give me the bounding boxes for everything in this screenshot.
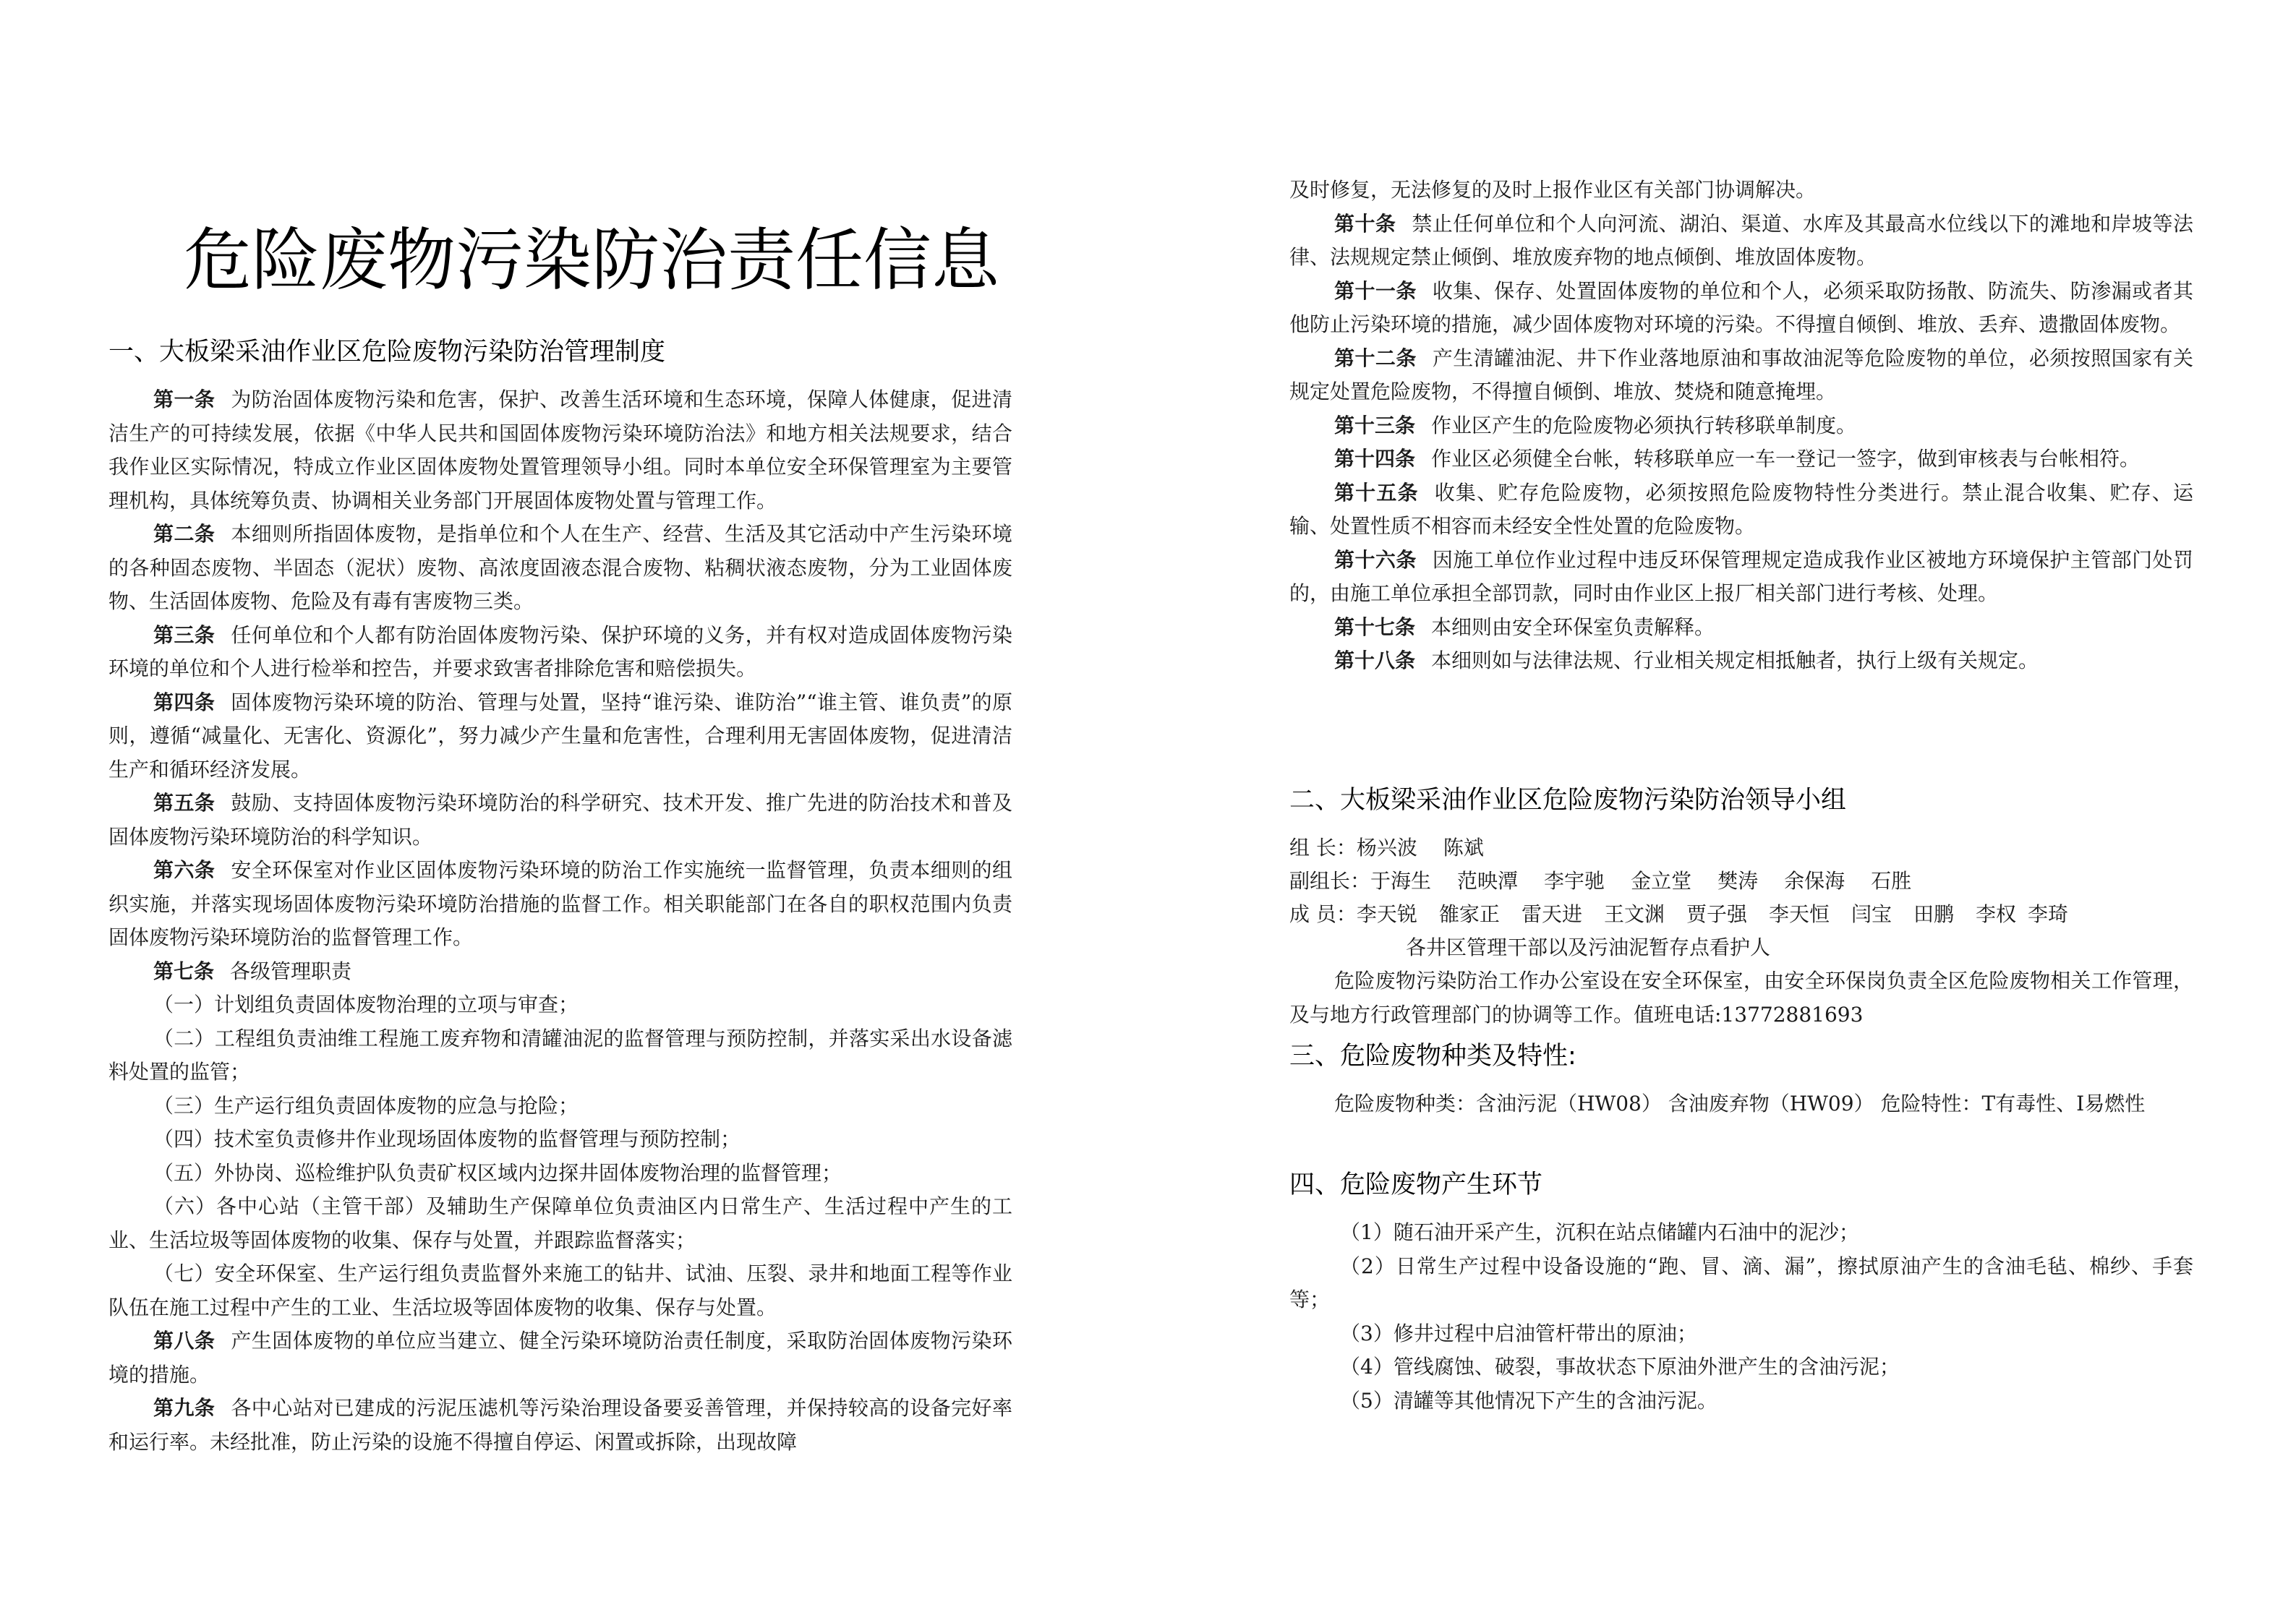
- deputy-name: 金立堂: [1631, 869, 1692, 893]
- article-text: 禁止任何单位和个人向河流、湖泊、渠道、水库及其最高水位线以下的滩地和岸坡等法律、法规规定禁止倾倒、堆放废弃物的地点倾倒、堆放固体废物。: [1289, 211, 2193, 269]
- article-15: [1289, 476, 2193, 544]
- section-4-heading: 四、危险废物产生环节: [1289, 1170, 1543, 1199]
- duty-item-1: （一）计划组负责固体废物治理的立项与审查；: [153, 993, 579, 1016]
- member-name: 李琦: [2028, 902, 2069, 926]
- article-9: [108, 1392, 1012, 1459]
- article-text: 因施工单位作业过程中违反环保管理规定造成我作业区被地方环境保护主管部门处罚的，由施工单位承担全部罚款，同时由作业区上报厂相关部门进行考核、处理。: [1289, 547, 2193, 605]
- duty-item-6: （六）各中心站（主管干部）及辅助生产保障单位负责油区内日常生产、生活过程中产生的工业、生活垃圾等固体废物的收集、保存与处置，并跟踪监督落实；: [108, 1194, 1012, 1252]
- article-2: [108, 518, 1012, 619]
- deputy-name: 范映潭: [1457, 869, 1519, 893]
- article-18: [1289, 644, 2193, 678]
- member-name: 李权: [1976, 902, 2017, 926]
- article-text: 安全环保室对作业区固体废物污染环境的防治工作实施统一监督管理，负责本细则的组织实施，并落实现场固体废物污染环境防治措施的监督工作。相关职能部门在各自的职权范围内负责固体废物污染环境防治的监督管理工作。: [108, 858, 1012, 949]
- source-item: （5）清罐等其他情况下产生的含油污泥。: [1340, 1388, 1717, 1413]
- article-label: 第十一条: [1334, 278, 1417, 303]
- article-1: [108, 383, 1012, 518]
- article-label: 第六条: [153, 858, 215, 882]
- leader-name: 杨兴波: [1356, 836, 1417, 860]
- deputy-name: 余保海: [1784, 869, 1845, 893]
- article-text: 作业区产生的危险废物必须执行转移联单制度。: [1431, 413, 1857, 437]
- article-label: 第九条: [153, 1396, 215, 1420]
- article-text: 产生清罐油泥、井下作业落地原油和事故油泥等危险废物的单位，必须按照国家有关规定处置危险废物，不得擅自倾倒、堆放、焚烧和随意掩埋。: [1289, 346, 2193, 403]
- waste-types-text: 危险废物种类：含油污泥（HW08） 含油废弃物（HW09） 危险特性：T有毒性、I易燃性: [1334, 1092, 2146, 1115]
- article-12: [1289, 342, 2193, 409]
- article-label: 第十七条: [1334, 614, 1416, 639]
- right-column-body: [1289, 174, 2193, 678]
- article-text: 收集、保存、处置固体废物的单位和个人，必须采取防扬散、防流失、防渗漏或者其他防止污染环境的措施，减少固体废物对环境的污染。不得擅自倾倒、堆放、丢弃、遗撒固体废物。: [1289, 278, 2193, 336]
- duty-item-7: （七）安全环保室、生产运行组负责监督外来施工的钻井、试油、压裂、录井和地面工程等作业队伍在施工过程中产生的工业、生活垃圾等固体废物的收集、保存与处置。: [108, 1262, 1012, 1319]
- article-label: 第十八条: [1334, 648, 1416, 672]
- leader-row: [1289, 831, 1510, 865]
- article-11: [1289, 275, 2193, 342]
- article-6: [108, 854, 1012, 955]
- deputy-name: 樊涛: [1717, 869, 1759, 893]
- article-text: 固体废物污染环境的防治、管理与处置，坚持“谁污染、谁防治”“谁主管、谁负责”的原则，遵循“减量化、无害化、资源化”，努力减少产生量和危害性，合理利用无害固体废物，促进清洁生产和循环经济发展。: [108, 690, 1012, 781]
- article-4: [108, 686, 1012, 787]
- article-5: [108, 787, 1012, 854]
- member-extra: 各井区管理干部以及污油泥暂存点看护人: [1406, 935, 1771, 959]
- article-text: 各中心站对已建成的污泥压滤机等污染治理设备要妥善管理，并保持较高的设备完好率和运行率。未经批准，防止污染的设施不得擅自停运、闲置或拆除，出现故障: [108, 1396, 1012, 1454]
- source-item: （4）管线腐蚀、破裂，事故状态下原油外泄产生的含油污泥；: [1340, 1355, 1900, 1379]
- office-text: 危险废物污染防治工作办公室设在安全环保室，由安全环保岗负责全区危险废物相关工作管理，及与地方行政管理部门的协调等工作。值班电话:13772881693: [1289, 969, 2193, 1027]
- article-text: 任何单位和个人都有防治固体废物污染、保护环境的义务，并有权对造成固体废物污染环境的单位和个人进行检举和控告，并要求致害者排除危害和赔偿损失。: [108, 622, 1012, 680]
- member-name: 李天恒: [1768, 902, 1830, 926]
- article-13: [1289, 409, 2193, 443]
- member-label: 成 员：: [1289, 902, 1357, 926]
- deputy-row: [1289, 865, 1937, 898]
- member-name: 雒家正: [1438, 902, 1500, 926]
- article-label: 第二条: [153, 522, 215, 546]
- article-text: 本细则由安全环保室负责解释。: [1431, 614, 1715, 639]
- article-label: 第一条: [153, 387, 215, 411]
- article-text: 鼓励、支持固体废物污染环境防治的科学研究、技术开发、推广先进的防治技术和普及固体废物污染环境防治的科学知识。: [108, 791, 1012, 849]
- source-item: （3）修井过程中启油管杆带出的原油；: [1340, 1321, 1697, 1345]
- waste-sources: [1289, 1216, 2193, 1418]
- article-label: 第四条: [153, 690, 215, 714]
- article-10: [1289, 207, 2193, 275]
- duty-item-3: （三）生产运行组负责固体废物的应急与抢险；: [153, 1093, 579, 1118]
- waste-types: [1289, 1087, 2193, 1121]
- member-name: 李天锐: [1356, 902, 1417, 926]
- duty-item-2: （二）工程组负责油维工程施工废弃物和清罐油泥的监督管理与预防控制，并落实采出水设备滤料处置的监管；: [108, 1026, 1012, 1084]
- article-label: 第三条: [153, 622, 215, 647]
- deputy-name: 李宇驰: [1544, 869, 1605, 893]
- article-7: [108, 955, 1012, 989]
- article-text: 作业区必须健全台帐，转移联单应一车一登记一签字，做到审核表与台帐相符。: [1431, 447, 2141, 471]
- article-text: 本细则所指固体废物，是指单位和个人在生产、经营、生活及其它活动中产生污染环境的各种固态废物、半固态（泥状）废物、高浓度固液态混合废物、粘稠状液态废物，分为工业固体废物、生活固体废物、危险及有毒有害废物三类。: [108, 522, 1012, 613]
- section-1-heading: 一、大板梁采油作业区危险废物污染防治管理制度: [108, 338, 666, 367]
- article-16: [1289, 544, 2193, 611]
- section-3-heading: 三、危险废物种类及特性:: [1289, 1042, 1576, 1071]
- article-label: 第十二条: [1334, 346, 1417, 370]
- article-label: 第七条: [153, 959, 215, 983]
- leader-label: 组 长：: [1289, 836, 1357, 860]
- duty-item-4: （四）技术室负责修井作业现场固体废物的监督管理与预防控制；: [153, 1127, 741, 1151]
- article-text: 本细则如与法律法规、行业相关规定相抵触者，执行上级有关规定。: [1431, 648, 2039, 672]
- deputy-label: 副组长：: [1289, 869, 1371, 893]
- member-name: 田鹏: [1913, 902, 1955, 926]
- deputy-name: 于海生: [1370, 869, 1432, 893]
- article-9-continued: 及时修复，无法修复的及时上报作业区有关部门协调解决。: [1289, 178, 1817, 202]
- article-label: 第十五条: [1334, 480, 1419, 505]
- page-title: 危险废物污染防治责任信息: [184, 221, 1000, 300]
- member-row: [1289, 898, 2068, 931]
- office-info: [1289, 964, 2193, 1032]
- article-text: 产生固体废物的单位应当建立、健全污染环境防治责任制度，采取防治固体废物污染环境的措施。: [108, 1329, 1012, 1387]
- article-label: 第十三条: [1334, 413, 1416, 437]
- member-name: 贾子强: [1686, 902, 1747, 926]
- article-label: 第八条: [153, 1329, 215, 1353]
- left-column-body: [108, 383, 1012, 1459]
- section-2-heading: 二、大板梁采油作业区危险废物污染防治领导小组: [1289, 786, 1847, 815]
- article-3: [108, 619, 1012, 686]
- member-name: 闫宝: [1851, 902, 1892, 926]
- article-label: 第十六条: [1334, 547, 1417, 572]
- article-17: [1289, 611, 2193, 645]
- source-item: （2）日常生产过程中设备设施的“跑、冒、滴、漏”，擦拭原油产生的含油毛毡、棉纱、手套等；: [1289, 1254, 2193, 1311]
- article-8: [108, 1324, 1012, 1392]
- article-label: 第五条: [153, 791, 215, 815]
- member-name: 王文渊: [1603, 902, 1665, 926]
- source-item: （1）随石油开采产生，沉积在站点储罐内石油中的泥沙；: [1340, 1220, 1859, 1244]
- leader-name: 陈斌: [1443, 836, 1484, 860]
- duty-item-5: （五）外协岗、巡检维护队负责矿权区域内边探井固体废物治理的监督管理；: [153, 1160, 842, 1185]
- article-label: 第十条: [1334, 211, 1396, 236]
- member-name: 雷天进: [1521, 902, 1582, 926]
- article-text: 各级管理职责: [230, 959, 352, 983]
- article-text: 为防治固体废物污染和危害，保护、改善生活环境和生态环境，保障人体健康，促进清洁生产的可持续发展，依据《中华人民共和国固体废物污染环境防治法》和地方相关法规要求，结合我作业区实际情况，特成立作业区固体废物处置管理领导小组。同时本单位安全环保管理室为主要管理机构，具体统筹负责、协调相关业务部门开展固体废物处置与管理工作。: [108, 387, 1012, 513]
- article-label: 第十四条: [1334, 447, 1416, 471]
- article-14: [1289, 442, 2193, 476]
- deputy-name: 石胜: [1871, 869, 1912, 893]
- article-text: 收集、贮存危险废物，必须按照危险废物特性分类进行。禁止混合收集、贮存、运输、处置性质不相容而未经安全性处置的危险废物。: [1289, 480, 2193, 538]
